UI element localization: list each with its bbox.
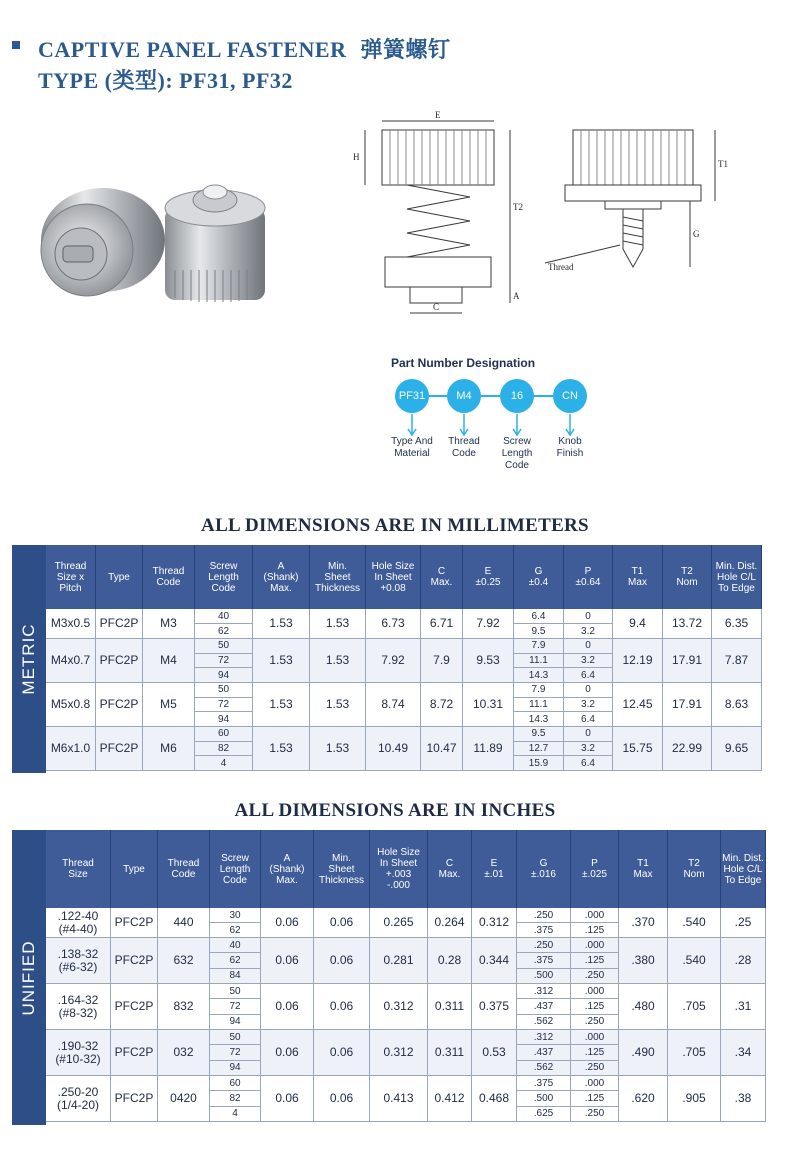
sheet-thickness-cell: 0.06: [314, 1030, 370, 1076]
label-g: G: [693, 229, 700, 239]
g-value-cell: .625: [517, 1107, 571, 1122]
thread-size-cell: .122-40 (#4-40): [46, 908, 111, 938]
column-header: Min. Dist. Hole C/L To Edge: [721, 830, 766, 908]
screw-length-cell: 30: [210, 908, 261, 923]
shank-cell: 1.53: [253, 727, 310, 771]
column-header: Type: [111, 830, 158, 908]
type-cell: PFC2P: [111, 938, 158, 984]
g-value-cell: 11.1: [514, 698, 564, 713]
p-value-cell: .000: [571, 984, 619, 999]
part-number-title: Part Number Designation: [391, 356, 536, 370]
screw-length-cell: 94: [210, 1061, 261, 1076]
p-value-cell: .250: [571, 1061, 619, 1076]
g-value-cell: 14.3: [514, 668, 564, 683]
g-value-cell: .500: [517, 969, 571, 984]
p-value-cell: .125: [571, 1091, 619, 1106]
p-value-cell: 0: [564, 683, 613, 698]
p-value-cell: .250: [571, 1107, 619, 1122]
t2-cell: 17.91: [663, 639, 712, 683]
column-header: Thread Code: [143, 545, 195, 609]
column-header: Thread Size x Pitch: [46, 545, 96, 609]
column-header: Type: [96, 545, 143, 609]
t2-cell: 22.99: [663, 727, 712, 771]
t1-cell: 12.19: [613, 639, 663, 683]
thread-code-cell: M5: [143, 683, 195, 727]
screw-length-cell: 62: [210, 923, 261, 938]
hole-size-cell: 0.281: [370, 938, 428, 984]
column-header: T2 Nom: [668, 830, 721, 908]
column-header: C Max.: [421, 545, 463, 609]
column-header: E ±0.25: [463, 545, 514, 609]
screw-length-cell: 72: [210, 999, 261, 1014]
part-code-connector: [429, 395, 447, 397]
thread-code-cell: 632: [158, 938, 210, 984]
edge-distance-cell: .38: [721, 1076, 766, 1122]
sheet-thickness-cell: 1.53: [310, 683, 366, 727]
c-max-cell: 0.311: [428, 984, 472, 1030]
down-arrow-icon: [459, 414, 469, 436]
column-header: A (Shank) Max.: [253, 545, 310, 609]
label-a: A: [513, 291, 520, 301]
e-cell: 0.468: [472, 1076, 517, 1122]
screw-length-cell: 50: [195, 683, 253, 698]
p-value-cell: 0: [564, 609, 613, 624]
t1-cell: 9.4: [613, 609, 663, 639]
column-header: Thread Size: [46, 830, 111, 908]
e-cell: 10.31: [463, 683, 514, 727]
type-cell: PFC2P: [111, 1076, 158, 1122]
inch-side-label: [12, 830, 46, 1125]
c-max-cell: 10.47: [421, 727, 463, 771]
label-t2: T2: [513, 202, 523, 212]
type-cell: PFC2P: [96, 683, 143, 727]
label-h: H: [353, 152, 360, 162]
hole-size-cell: 0.312: [370, 1030, 428, 1076]
t1-cell: .370: [619, 908, 668, 938]
g-value-cell: 6.4: [514, 609, 564, 624]
shank-cell: 0.06: [261, 908, 314, 938]
g-value-cell: .562: [517, 1061, 571, 1076]
column-header: G ±.016: [517, 830, 571, 908]
screw-length-cell: 50: [210, 1030, 261, 1045]
technical-drawing: [345, 105, 735, 320]
g-value-cell: 9.5: [514, 624, 564, 639]
inch-section-title: ALL DIMENSIONS ARE IN INCHES: [234, 800, 556, 821]
down-arrow-icon: [565, 414, 575, 436]
t2-cell: 13.72: [663, 609, 712, 639]
down-arrow-icon: [407, 414, 417, 436]
thread-code-cell: 440: [158, 908, 210, 938]
part-code-2: 16: [500, 379, 534, 413]
g-value-cell: .312: [517, 1030, 571, 1045]
column-header: P ±.025: [571, 830, 619, 908]
thread-code-cell: M6: [143, 727, 195, 771]
column-header: Hole Size In Sheet +.003 -.000: [370, 830, 428, 908]
g-value-cell: 9.5: [514, 727, 564, 742]
screw-length-cell: 82: [210, 1091, 261, 1106]
g-value-cell: .562: [517, 1015, 571, 1030]
g-value-cell: 7.9: [514, 639, 564, 654]
fastener-right-photo: [165, 185, 265, 302]
p-value-cell: 6.4: [564, 712, 613, 727]
p-value-cell: .250: [571, 1015, 619, 1030]
column-header: Thread Code: [158, 830, 210, 908]
thread-size-cell: M3x0.5: [46, 609, 96, 639]
p-value-cell: .000: [571, 938, 619, 953]
t1-cell: .490: [619, 1030, 668, 1076]
g-value-cell: .437: [517, 1045, 571, 1060]
shank-cell: 0.06: [261, 1030, 314, 1076]
header-bullet: [12, 41, 20, 49]
fastener-left-photo: [41, 188, 165, 296]
p-value-cell: .250: [571, 969, 619, 984]
edge-distance-cell: .31: [721, 984, 766, 1030]
c-max-cell: 8.72: [421, 683, 463, 727]
g-value-cell: .250: [517, 938, 571, 953]
g-value-cell: .375: [517, 953, 571, 968]
part-code-caption-0: Type And Material: [391, 436, 433, 459]
e-cell: 7.92: [463, 609, 514, 639]
type-cell: PFC2P: [111, 908, 158, 938]
type-cell: PFC2P: [111, 1030, 158, 1076]
thread-size-cell: M4x0.7: [46, 639, 96, 683]
label-e: E: [435, 110, 441, 120]
g-value-cell: .312: [517, 984, 571, 999]
part-number-designation: [385, 352, 615, 472]
thread-size-cell: .250-20 (1/4-20): [46, 1076, 111, 1122]
type-line: TYPE (类型): PF31, PF32: [38, 68, 293, 93]
p-value-cell: 3.2: [564, 698, 613, 713]
p-value-cell: 3.2: [564, 654, 613, 669]
edge-distance-cell: .25: [721, 908, 766, 938]
g-value-cell: .250: [517, 908, 571, 923]
screw-length-cell: 60: [210, 1076, 261, 1091]
c-max-cell: 0.264: [428, 908, 472, 938]
drawing-end-view: [545, 130, 715, 267]
part-code-caption-3: Knob Finish: [556, 436, 584, 459]
part-code-3: CN: [553, 379, 587, 413]
thread-size-cell: .164-32 (#8-32): [46, 984, 111, 1030]
title-cn: 弹簧螺钉: [360, 37, 451, 62]
screw-length-cell: 72: [195, 654, 253, 669]
title-en: CAPTIVE PANEL FASTENER: [38, 37, 347, 62]
hole-size-cell: 7.92: [366, 639, 421, 683]
column-header: A (Shank) Max.: [261, 830, 314, 908]
p-value-cell: 0: [564, 727, 613, 742]
c-max-cell: 0.412: [428, 1076, 472, 1122]
edge-distance-cell: 8.63: [712, 683, 762, 727]
edge-distance-cell: .28: [721, 938, 766, 984]
screw-length-cell: 4: [210, 1107, 261, 1122]
screw-length-cell: 40: [195, 609, 253, 624]
g-value-cell: 7.9: [514, 683, 564, 698]
g-value-cell: .375: [517, 923, 571, 938]
type-cell: PFC2P: [96, 639, 143, 683]
c-max-cell: 0.311: [428, 1030, 472, 1076]
part-code-connector: [534, 395, 553, 397]
shank-cell: 0.06: [261, 984, 314, 1030]
column-header: T1 Max: [619, 830, 668, 908]
p-value-cell: 6.4: [564, 756, 613, 771]
edge-distance-cell: 6.35: [712, 609, 762, 639]
metric-side-label: [12, 545, 46, 773]
hole-size-cell: 0.265: [370, 908, 428, 938]
screw-length-cell: 40: [210, 938, 261, 953]
column-header: P ±0.64: [564, 545, 613, 609]
g-value-cell: .500: [517, 1091, 571, 1106]
part-code-connector: [481, 395, 500, 397]
type-cell: PFC2P: [96, 727, 143, 771]
t2-cell: .540: [668, 938, 721, 984]
t1-cell: 12.45: [613, 683, 663, 727]
edge-distance-cell: 7.87: [712, 639, 762, 683]
shank-cell: 1.53: [253, 683, 310, 727]
thread-code-cell: 832: [158, 984, 210, 1030]
column-header: T1 Max: [613, 545, 663, 609]
edge-distance-cell: 9.65: [712, 727, 762, 771]
thread-code-cell: 0420: [158, 1076, 210, 1122]
e-cell: 0.375: [472, 984, 517, 1030]
column-header: T2 Nom: [663, 545, 712, 609]
label-thread: Thread: [548, 262, 574, 272]
thread-size-cell: .190-32 (#10-32): [46, 1030, 111, 1076]
column-header: Min. Sheet Thickness: [310, 545, 366, 609]
t2-cell: .540: [668, 908, 721, 938]
sheet-thickness-cell: 1.53: [310, 639, 366, 683]
screw-length-cell: 62: [195, 624, 253, 639]
t1-cell: .480: [619, 984, 668, 1030]
screw-length-cell: 84: [210, 969, 261, 984]
t2-cell: 17.91: [663, 683, 712, 727]
shank-cell: 0.06: [261, 938, 314, 984]
p-value-cell: .125: [571, 923, 619, 938]
down-arrow-icon: [512, 414, 522, 436]
hole-size-cell: 0.413: [370, 1076, 428, 1122]
column-header: Min. Dist. Hole C/L To Edge: [712, 545, 762, 609]
screw-length-cell: 4: [195, 756, 253, 771]
column-header: Hole Size In Sheet +0.08: [366, 545, 421, 609]
shank-cell: 1.53: [253, 609, 310, 639]
thread-size-cell: M5x0.8: [46, 683, 96, 727]
screw-length-cell: 94: [195, 712, 253, 727]
screw-length-cell: 50: [210, 984, 261, 999]
thread-code-cell: M4: [143, 639, 195, 683]
c-max-cell: 7.9: [421, 639, 463, 683]
sheet-thickness-cell: 0.06: [314, 938, 370, 984]
part-code-caption-2: Screw Length Code: [501, 436, 533, 471]
column-header: Screw Length Code: [195, 545, 253, 609]
metric-side-text: METRIC: [19, 623, 38, 695]
column-header: Screw Length Code: [210, 830, 261, 908]
part-code-caption-1: Thread Code: [448, 436, 480, 459]
column-header: E ±.01: [472, 830, 517, 908]
e-cell: 9.53: [463, 639, 514, 683]
t2-cell: .705: [668, 984, 721, 1030]
thread-size-cell: .138-32 (#6-32): [46, 938, 111, 984]
screw-length-cell: 94: [210, 1015, 261, 1030]
label-c: C: [433, 302, 440, 312]
thread-code-cell: M3: [143, 609, 195, 639]
type-cell: PFC2P: [111, 984, 158, 1030]
column-header: Min. Sheet Thickness: [314, 830, 370, 908]
g-value-cell: 12.7: [514, 742, 564, 757]
screw-length-cell: 62: [210, 953, 261, 968]
screw-length-cell: 94: [195, 668, 253, 683]
p-value-cell: .000: [571, 1030, 619, 1045]
column-header: G ±0.4: [514, 545, 564, 609]
hole-size-cell: 8.74: [366, 683, 421, 727]
t1-cell: .380: [619, 938, 668, 984]
p-value-cell: 3.2: [564, 742, 613, 757]
t1-cell: .620: [619, 1076, 668, 1122]
e-cell: 0.312: [472, 908, 517, 938]
part-code-1: M4: [447, 379, 481, 413]
p-value-cell: .125: [571, 999, 619, 1014]
p-value-cell: .125: [571, 1045, 619, 1060]
sheet-thickness-cell: 0.06: [314, 984, 370, 1030]
screw-length-cell: 50: [195, 639, 253, 654]
p-value-cell: 0: [564, 639, 613, 654]
shank-cell: 0.06: [261, 1076, 314, 1122]
thread-size-cell: M6x1.0: [46, 727, 96, 771]
shank-cell: 1.53: [253, 639, 310, 683]
column-header: C Max.: [428, 830, 472, 908]
edge-distance-cell: .34: [721, 1030, 766, 1076]
g-value-cell: .437: [517, 999, 571, 1014]
type-cell: PFC2P: [96, 609, 143, 639]
sheet-thickness-cell: 0.06: [314, 1076, 370, 1122]
g-value-cell: 11.1: [514, 654, 564, 669]
screw-length-cell: 72: [210, 1045, 261, 1060]
g-value-cell: 15.9: [514, 756, 564, 771]
t2-cell: .705: [668, 1030, 721, 1076]
inch-side-text: UNIFIED: [19, 940, 38, 1015]
t2-cell: .905: [668, 1076, 721, 1122]
g-value-cell: .375: [517, 1076, 571, 1091]
c-max-cell: 6.71: [421, 609, 463, 639]
metric-section-title: ALL DIMENSIONS ARE IN MILLIMETERS: [201, 515, 589, 536]
sheet-thickness-cell: 1.53: [310, 727, 366, 771]
p-value-cell: .000: [571, 1076, 619, 1091]
screw-length-cell: 72: [195, 698, 253, 713]
screw-length-cell: 60: [195, 727, 253, 742]
t1-cell: 15.75: [613, 727, 663, 771]
sheet-thickness-cell: 1.53: [310, 609, 366, 639]
screw-length-cell: 82: [195, 742, 253, 757]
p-value-cell: 6.4: [564, 668, 613, 683]
p-value-cell: .125: [571, 953, 619, 968]
c-max-cell: 0.28: [428, 938, 472, 984]
e-cell: 11.89: [463, 727, 514, 771]
page-title: [38, 33, 450, 64]
e-cell: 0.53: [472, 1030, 517, 1076]
hole-size-cell: 0.312: [370, 984, 428, 1030]
product-photo: [25, 170, 290, 320]
g-value-cell: 14.3: [514, 712, 564, 727]
part-code-0: PF31: [395, 379, 429, 413]
hole-size-cell: 10.49: [366, 727, 421, 771]
p-value-cell: .000: [571, 908, 619, 923]
sheet-thickness-cell: 0.06: [314, 908, 370, 938]
label-t1: T1: [718, 159, 728, 169]
drawing-side-view: [365, 121, 510, 313]
hole-size-cell: 6.73: [366, 609, 421, 639]
e-cell: 0.344: [472, 938, 517, 984]
thread-code-cell: 032: [158, 1030, 210, 1076]
p-value-cell: 3.2: [564, 624, 613, 639]
